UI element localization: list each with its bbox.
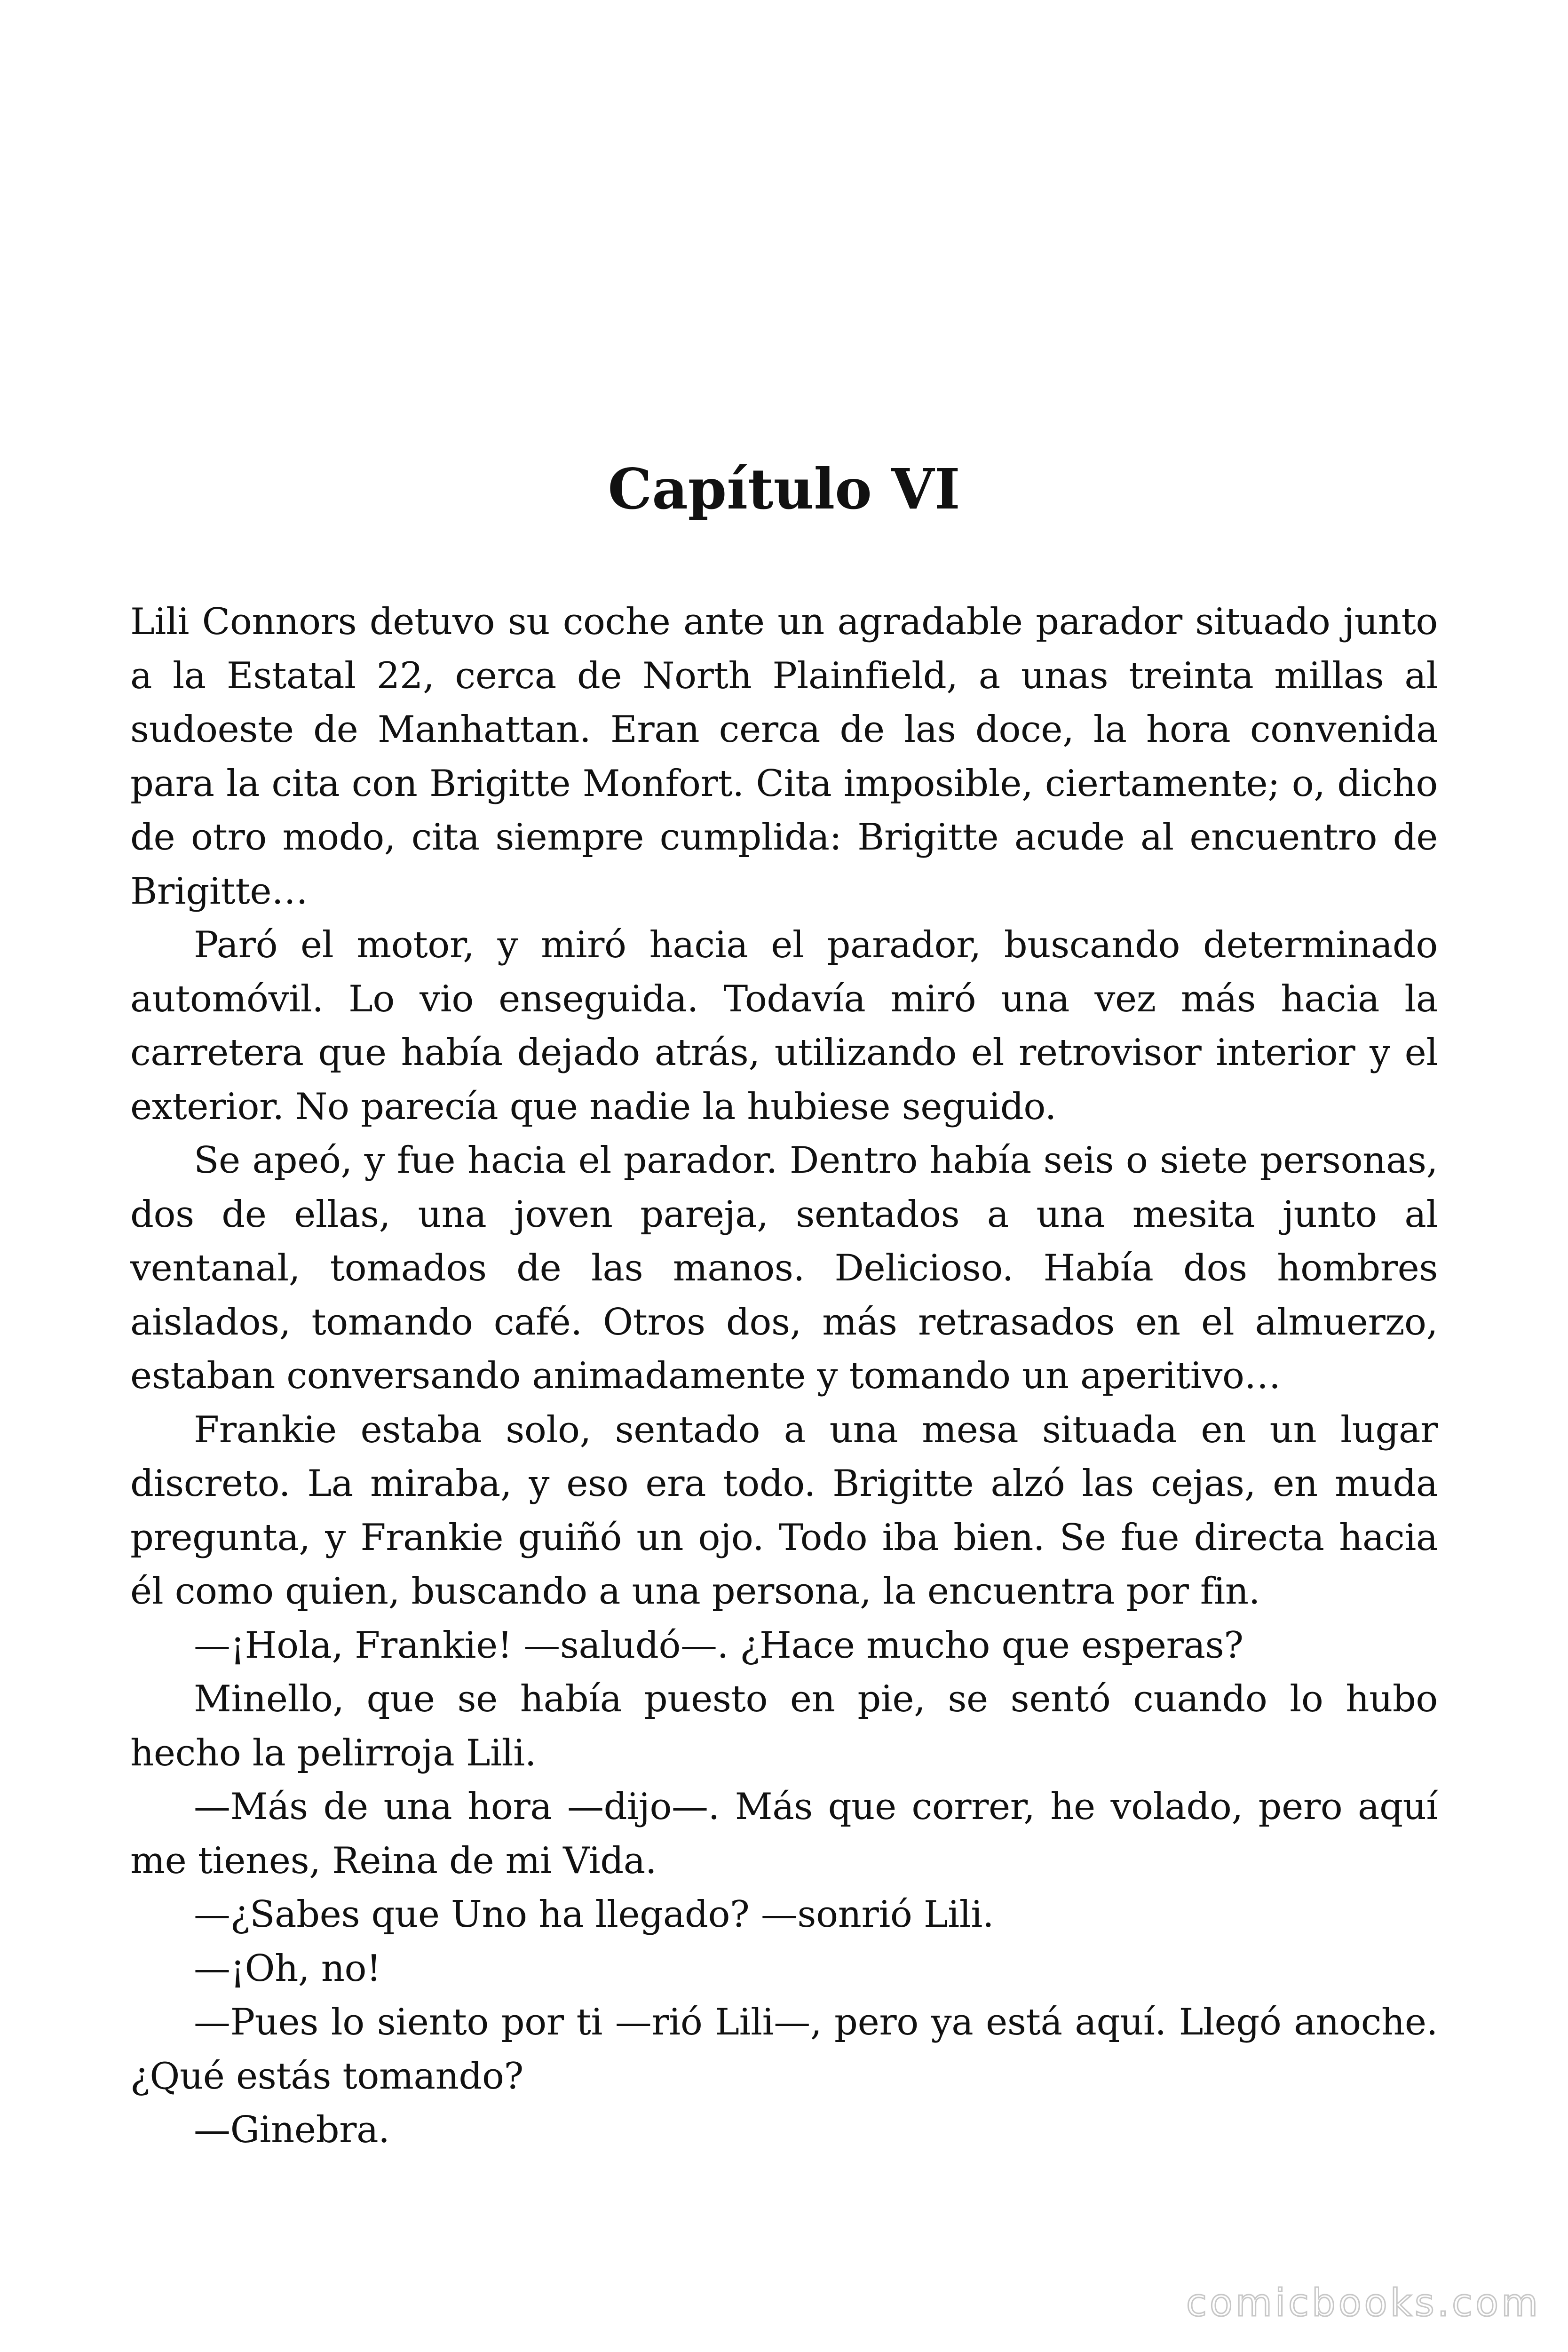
dialogue-line: —Pues lo siento por ti —rió Lili—, pero ya está aquí. Llegó anoche. ¿Qué estás tomando? (130, 2001, 1438, 2098)
paragraph: Frankie estaba solo, sentado a una mesa situada en un lugar discreto. La miraba, y eso era todo. Brigitte alzó las cejas, en muda pregunta, y Frankie guiñó un ojo. Todo iba bien. Se fue directa hacia él como quien, buscando a una persona, la encuentra por fin. (130, 1408, 1438, 1613)
paragraph: Minello, que se había puesto en pie, se sentó cuando lo hubo hecho la pelirroja Lili. (130, 1678, 1438, 1774)
dialogue-line: —¡Hola, Frankie! —saludó—. ¿Hace mucho que esperas? (194, 1624, 1243, 1667)
chapter-body (130, 595, 1438, 2157)
paragraph: Paró el motor, y miró hacia el parador, buscando determinado automóvil. Lo vio enseguida. Todavía miró una vez más hacia la carretera que había dejado atrás, utilizando el retrovisor interior y el exterior. No parecía que nadie la hubiese seguido. (130, 924, 1438, 1128)
dialogue-line: —¿Sabes que Uno ha llegado? —sonrió Lili. (194, 1893, 994, 1936)
dialogue-line: —Ginebra. (194, 2109, 390, 2151)
dialogue-line: —¡Oh, no! (194, 1947, 381, 1990)
watermark: comicbooks.com (1186, 2281, 1541, 2325)
chapter-title: Capítulo VI (608, 456, 960, 522)
paragraph: Lili Connors detuvo su coche ante un agradable parador situado junto a la Estatal 22, cerca de North Plainfield, a unas treinta millas al sudoeste de Manhattan. Eran cerca de las doce, la hora convenida para la cita con Brigitte Monfort. Cita imposible, ciertamente; o, dicho de otro modo, cita siempre cumplida: Brigitte acude al encuentro de Brigitte… (130, 601, 1438, 913)
paragraph: Se apeó, y fue hacia el parador. Dentro había seis o siete personas, dos de ellas, una joven pareja, sentados a una mesita junto al ventanal, tomados de las manos. Delicioso. Había dos hombres aislados, tomando café. Otros dos, más retrasados en el almuerzo, estaban conversando animadamente y tomando un aperitivo… (130, 1139, 1438, 1397)
dialogue-line: —Más de una hora —dijo—. Más que correr, he volado, pero aquí me tienes, Reina de mi Vida. (130, 1786, 1438, 1882)
